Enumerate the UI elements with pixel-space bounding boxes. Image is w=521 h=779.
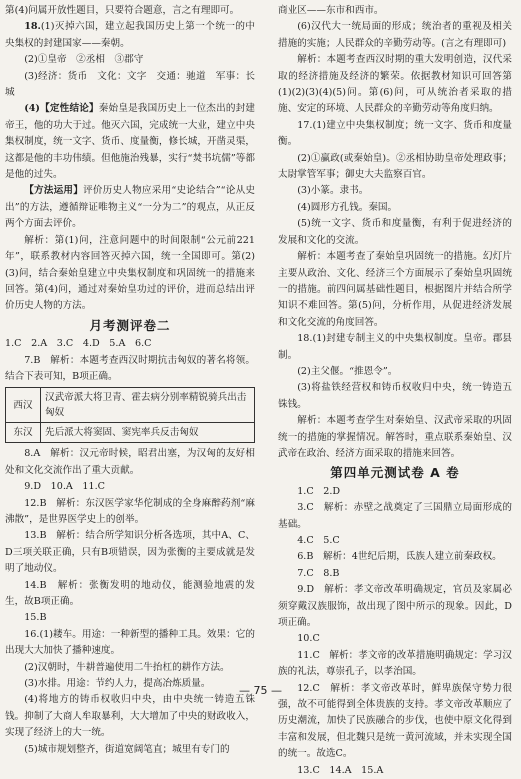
bold-label: 【方法运用】: [24, 185, 84, 197]
answer-text: 评价历史人物应采用“史论结合”“论从史出”的方法，遵循辩证唯物主义“一分为二”的观点，从正反两个方面去评价。: [5, 185, 255, 230]
analysis-label: 解析：: [24, 234, 55, 246]
answer-text: 秦始皇是我国历史上一位杰出的封建帝王，他的功大于过。他灭六国，完成统一大业，建立中央集权制度，统一文字、货币、度量衡，修长城，开凿灵渠，这都是他的丰功伟绩。但他施治残暴，实行“焚书坑儒”等都是他的过失。: [5, 103, 255, 181]
answer-text: 第(1)问，注意问题中的时间限制“公元前221年”，联系教材内容回答灭掉六国，统一全国即可。第(2)(3)问，结合秦始皇建立中央集权制度和巩固统一的措施来回答。第(4)问，通过对秦始皇功过的评价，进而总结出评价历史人物的方法。: [5, 234, 256, 312]
answer-paragraph: [5, 496, 255, 529]
answer-text: 13.B 解析：结合所学知识分析各选项，其中A、C、D三项关联正确，只有B项错误，因为张衡的主要成就是发明了地动仪。: [5, 530, 255, 575]
answer-text: 9.D 10.A 11.C: [24, 481, 106, 493]
answer-text: 6.B 解析：4世纪后期，氐族人建立前秦政权。: [297, 551, 502, 563]
answer-paragraph: [5, 578, 255, 611]
answer-text: (2)汉朝时，牛耕普遍使用二牛抬杠的耕作方法。: [24, 661, 230, 673]
answer-paragraph: [278, 3, 512, 19]
table-row: [6, 388, 255, 423]
answer-text: (2)主父偃。“推恩令”。: [297, 365, 398, 377]
answer-paragraph: [278, 566, 512, 582]
answer-paragraph: [5, 479, 255, 495]
answer-paragraph: [278, 200, 512, 216]
answer-paragraph: [5, 742, 255, 758]
answer-text: 8.A 解析：汉元帝时候，昭君出塞，为汉匈的友好相处和文化交流作出了重大贡献。: [5, 448, 255, 476]
answer-text: (4)圆形方孔钱。秦国。: [297, 201, 398, 213]
answer-text: 15.B: [24, 612, 47, 624]
bold-label: (4)【定性结论】: [24, 103, 99, 115]
answer-text: 9.D 解析：孝文帝改革明确规定，官员及家属必须穿戴汉族服饰，故出现了图中所示的现象。因此，D项正确。: [278, 584, 512, 629]
answer-text: 13.C 14.A 15.A: [297, 764, 384, 776]
answer-paragraph: [278, 364, 512, 380]
answer-text: 3.C 解析：赤壁之战奠定了三国鼎立局面形成的基础。: [278, 502, 512, 530]
answer-paragraph: [5, 183, 255, 232]
answer-paragraph: [5, 660, 255, 676]
answer-text: 12.C 解析：孝文帝改革时，鲜卑族保守势力很强，故不可能得到全体贵族的支持。孝文帝改革顺应了历史潮流，加快了民族融合的步伐，也使中原文化得到丰富和发展，但北魏只是统一黄河流域，并未实现全国的统一。故选C。: [278, 682, 512, 760]
answer-block-left-2: [5, 446, 255, 758]
answer-paragraph: [278, 631, 512, 647]
answer-paragraph: [5, 528, 255, 577]
answer-item-7: 7.B 解析：本题考查西汉时期抗击匈奴的著名将领。结合下表可知，B项正确。: [5, 354, 255, 382]
answer-paragraph: [5, 52, 255, 68]
answer-text: 第(4)问属开放性题目，只要符合题意，言之有理即可。: [5, 5, 240, 16]
answer-paragraph: [278, 249, 512, 331]
answer-block-right: [278, 3, 512, 462]
answer-text: (2)①皇帝 ②丞相 ③郡守: [24, 54, 144, 66]
answer-text: 11.C 解析：孝文帝的改革措施明确规定：学习汉族的礼法，尊崇孔子，以孝治国。: [278, 649, 512, 678]
answer-text: 10.C: [297, 633, 320, 645]
right-column: [278, 3, 512, 779]
answer-paragraph: [5, 233, 255, 315]
answer-paragraph: [5, 610, 255, 626]
table-cell-event: 汉武帝派大将卫青、霍去病分别率精锐骑兵出击匈奴: [41, 388, 255, 423]
section-title-unit4-test-a: 第四单元测试卷 A 卷: [330, 465, 460, 481]
analysis-label: 解析：: [297, 251, 327, 263]
answer-text: (6)汉代大一统局面的形成；统治者的重视及相关措施的实施；人民群众的辛勤劳动等。(言之有理即可): [278, 21, 512, 49]
answer-paragraph: [5, 446, 255, 479]
answer-text: (5)统一文字、货币和度量衡，有利于促进经济的发展和文化的交流。: [278, 218, 512, 246]
answer-paragraph: [278, 19, 512, 52]
answer-paragraph: [5, 3, 255, 19]
answer-paragraph: [5, 692, 255, 741]
analysis-label: 解析：: [297, 415, 327, 427]
answer-paragraph: [278, 533, 512, 549]
answer-text: 18.(1)封建专制主义的中央集权制度。皇帝。郡县制。: [278, 333, 512, 361]
answer-line-1-6: 1.C 2.A 3.C 4.D 5.A 6.C: [5, 338, 152, 350]
answer-block-left: [5, 3, 255, 315]
answer-text: 17.(1)建立中央集权制度；统一文字、货币和度量衡。: [278, 119, 512, 148]
answer-text: 4.C 5.C: [297, 535, 340, 546]
answer-paragraph: [278, 380, 512, 413]
section-title-monthly-test-2: 月考测评卷二: [89, 317, 171, 333]
answer-text: 本题考查了秦始皇巩固统一的措施。幻灯片主要从政治、文化、经济三个方面展示了秦始皇巩固统一的措施。前四问属基础性题目，根据图片并结合所学知识不难回答。第(5)问，分析作用，从促进经济发展和文化交流的角度回答。: [278, 251, 513, 328]
answer-text: 7.C 8.B: [297, 567, 340, 579]
answer-paragraph: [278, 500, 512, 533]
table-row: [6, 423, 255, 443]
answer-text: (2)①赢政(或秦始皇)。②丞相协助皇帝处理政事；太尉掌管军事；御史大夫监察百官。: [278, 152, 512, 181]
answer-paragraph: [5, 627, 255, 660]
answer-text: 12.B 解析：东汉医学家华佗制成的全身麻醉药剂“麻沸散”，是世界医学史上的创举。: [5, 497, 255, 525]
answer-paragraph: [278, 183, 512, 199]
analysis-label: 解析：: [297, 54, 327, 66]
answer-paragraph: [278, 52, 512, 118]
answer-paragraph: [278, 151, 512, 184]
answer-paragraph: [278, 582, 512, 631]
answer-text: (3)将盐铁经营权和铸币权收归中央，统一铸造五铢钱。: [278, 382, 512, 410]
answer-paragraph: [278, 549, 512, 565]
answer-paragraph: [278, 648, 512, 681]
answer-paragraph: [278, 118, 512, 151]
answer-text: 1.C 2.D: [297, 485, 341, 497]
answer-paragraph: [278, 331, 512, 364]
table-cell-dynasty: 东汉: [6, 423, 41, 443]
answer-text: 16.(1)耧车。用途：一种新型的播种工具。效果：它的出现大大加快了播种速度。: [5, 628, 255, 657]
answer-text: (5)城市规划整齐，街道宽阔笔直；城里有专门的: [24, 743, 230, 755]
answer-paragraph: [5, 19, 255, 52]
question-number: 18.: [24, 21, 41, 33]
answer-paragraph: [5, 101, 255, 183]
answer-text: (3)小篆。隶书。: [297, 185, 369, 197]
han-generals-table: [5, 387, 255, 443]
answer-text: (1)灭掉六国，建立起我国历史上第一个统一的中央集权的封建国家——秦朝。: [5, 21, 255, 49]
answer-paragraph: [278, 763, 512, 779]
answer-paragraph: [5, 69, 255, 102]
answer-text: (3)水排。用途：节约人力，提高冶炼质量。: [24, 678, 211, 690]
page-number: — 75 —: [239, 684, 282, 697]
answer-text: (3)经济：货币 文化：文字 交通：驰道 军事：长城: [5, 70, 255, 99]
answer-paragraph: [278, 216, 512, 249]
answer-text: 商业区——东市和西市。: [278, 5, 384, 16]
answer-block-right-2: [278, 484, 512, 779]
answer-text: 本题考查学生对秦始皇、汉武帝采取的巩固统一的措施的掌握情况。解答时，重点联系秦始皇、汉武帝在政治、经济方面采取的措施来回答。: [278, 415, 513, 459]
answer-text: (4)将地方的铸币权收归中央，由中央统一铸造五铢钱。抑制了大商人牟取暴利，大大增加了中央的财政收入，实现了经济上的大一统。: [5, 694, 255, 739]
table-cell-event: 先后派大将窦固、窦宪率兵反击匈奴: [41, 423, 255, 443]
answer-text: 本题考查西汉时期的重大发明创造，汉代采取的经济措施及经济的繁荣。依据教材知识可回答第(1)(2)(3)(4)(5)问。第(6)问，可从统治者采取的措施、安定的环境、人民群众的辛勤劳动等角度归纳。: [278, 54, 513, 115]
answer-paragraph: [278, 413, 512, 462]
answer-text: 14.B 解析：张衡发明的地动仪，能测验地震的发生，故B项正确。: [5, 579, 255, 607]
table-cell-dynasty: 西汉: [6, 388, 41, 423]
answer-paragraph: [278, 484, 512, 500]
left-column: [5, 3, 255, 758]
